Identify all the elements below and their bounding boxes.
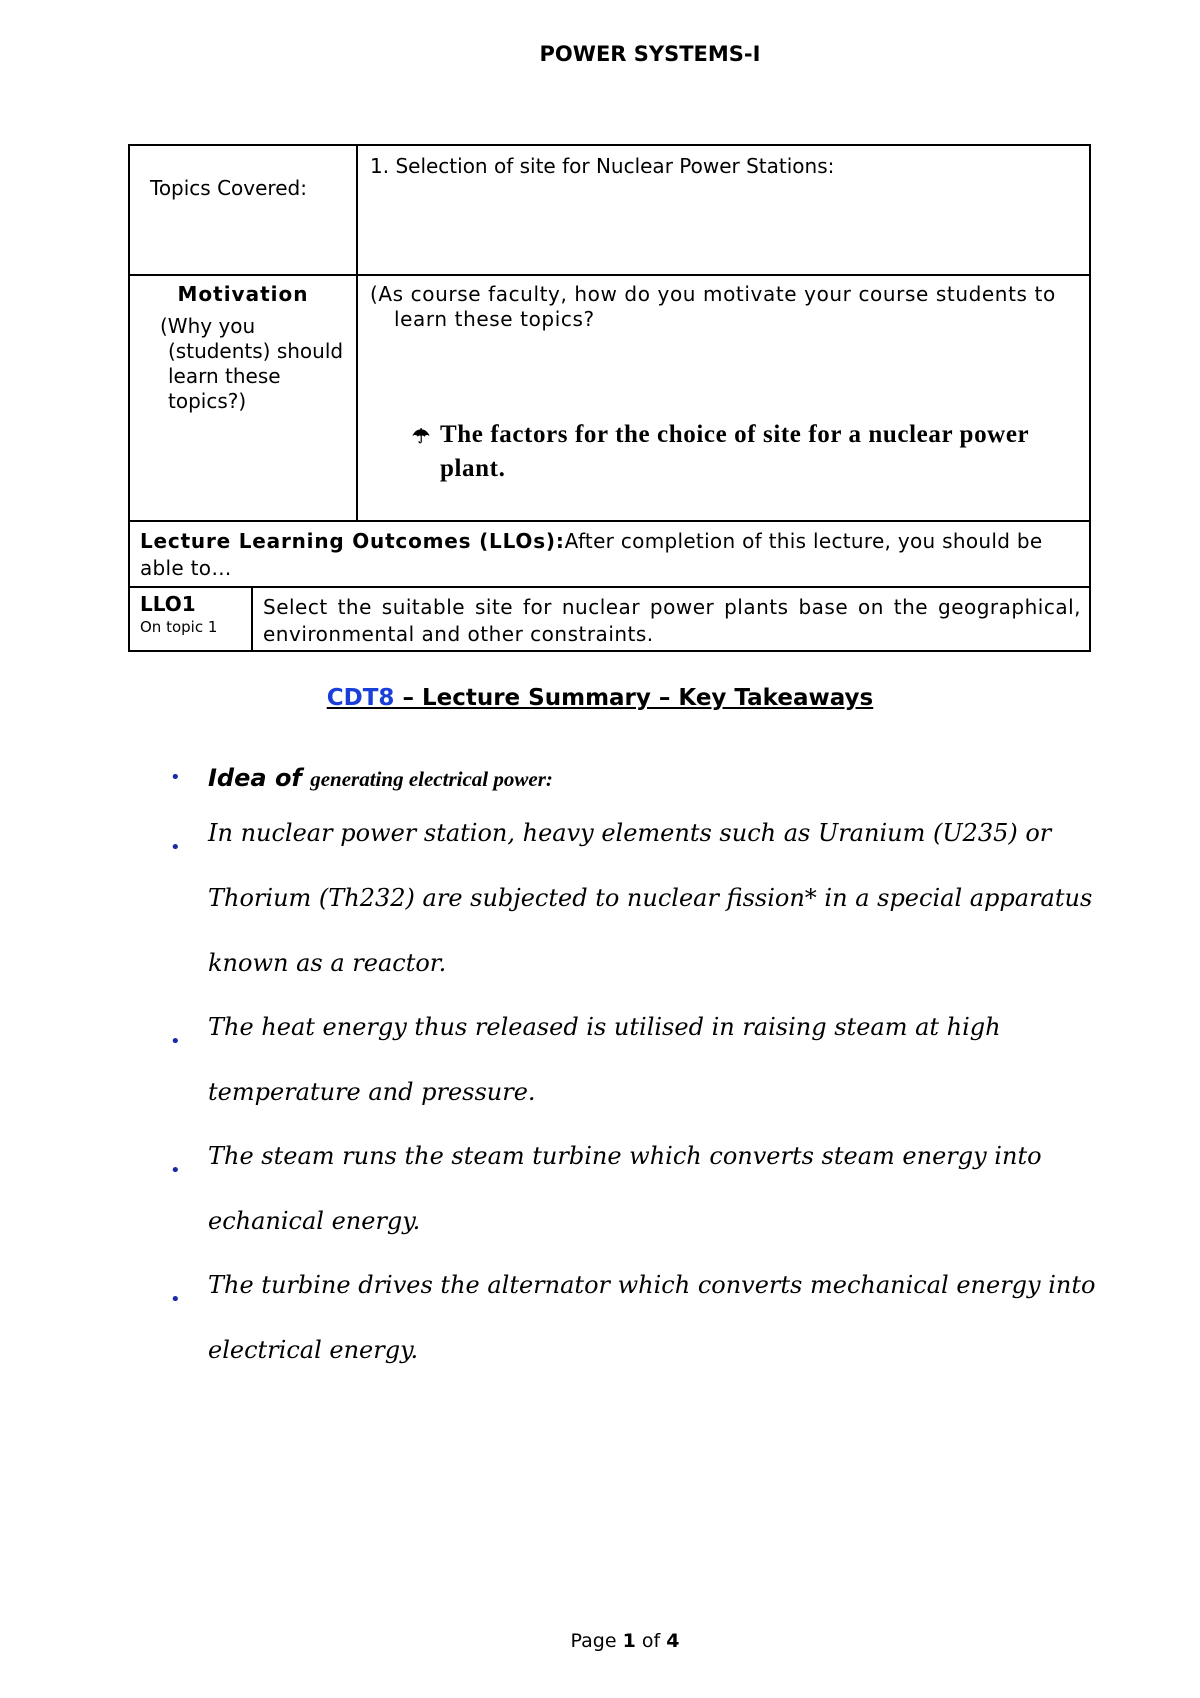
list-item <box>170 762 1120 802</box>
idea-lead: Idea of <box>208 764 311 792</box>
takeaway-text: The heat energy thus released is utilised in raising steam at high temperature and pressure. <box>208 1013 1001 1106</box>
page-header-title: POWER SYSTEMS-I <box>539 42 761 66</box>
footer-of-label: of <box>635 1630 667 1652</box>
bullet-icon: • <box>170 1031 181 1052</box>
llo-id-cell <box>130 588 252 650</box>
llo-heading-rest: After completion of this lecture, you should be able to… <box>140 529 1043 580</box>
lecture-info-table <box>128 144 1091 652</box>
key-takeaways-list <box>170 762 1120 1383</box>
footer-page-number: 1 <box>622 1630 636 1652</box>
page-footer <box>0 1630 1200 1652</box>
llo-topic: On topic 1 <box>140 618 218 636</box>
topics-covered-value: 1. Selection of site for Nuclear Power Stations: <box>357 145 1090 275</box>
motivation-factor-text: The factors for the choice of site for a nuclear power plant. <box>440 421 1029 482</box>
bullet-icon: • <box>170 1160 181 1181</box>
motivation-subtitle: (Why you (students) should learn these topics?) <box>160 314 344 413</box>
motivation-content <box>357 275 1090 521</box>
list-item <box>170 1124 1120 1254</box>
summary-title <box>0 685 1200 711</box>
llo-heading <box>129 521 1090 587</box>
motivation-cell <box>129 275 357 521</box>
takeaway-text: The steam runs the steam turbine which converts steam energy into echanical energy. <box>208 1142 1042 1235</box>
topics-covered-label: Topics Covered: <box>129 145 357 275</box>
motivation-factor <box>412 418 1081 486</box>
footer-page-label: Page <box>570 1630 623 1652</box>
summary-title-rest: – Lecture Summary – Key Takeaways <box>394 685 874 711</box>
footer-page-total: 4 <box>666 1630 680 1652</box>
llo-heading-bold: Lecture Learning Outcomes (LLOs): <box>140 529 565 553</box>
bullet-icon: • <box>170 1289 181 1310</box>
list-item <box>170 801 1120 996</box>
summary-code-link[interactable]: CDT8 <box>326 685 395 711</box>
bullet-icon: • <box>170 837 181 858</box>
takeaway-text: The turbine drives the alternator which converts mechanical energy into electrical energy. <box>208 1271 1096 1364</box>
list-item <box>170 1253 1120 1383</box>
llo-id: LLO1 <box>140 592 196 616</box>
motivation-question: (As course faculty, how do you motivate your course students to learn these topics? <box>370 282 1056 331</box>
llo-row <box>130 588 1089 650</box>
motivation-title: Motivation <box>177 282 309 306</box>
list-item <box>170 995 1120 1125</box>
bullet-icon: • <box>170 767 181 788</box>
arrow-bullet-icon: ☂ <box>412 426 431 448</box>
idea-rest: generating electrical power: <box>310 767 553 791</box>
llo-text: Select the suitable site for nuclear power plants base on the geographical, environmental and other constraints. <box>263 595 1081 646</box>
takeaway-text: In nuclear power station, heavy elements such as Uranium (U235) or Thorium (Th232) are subjected to nuclear fission* in a special apparatus known as a reactor. <box>208 819 1093 977</box>
